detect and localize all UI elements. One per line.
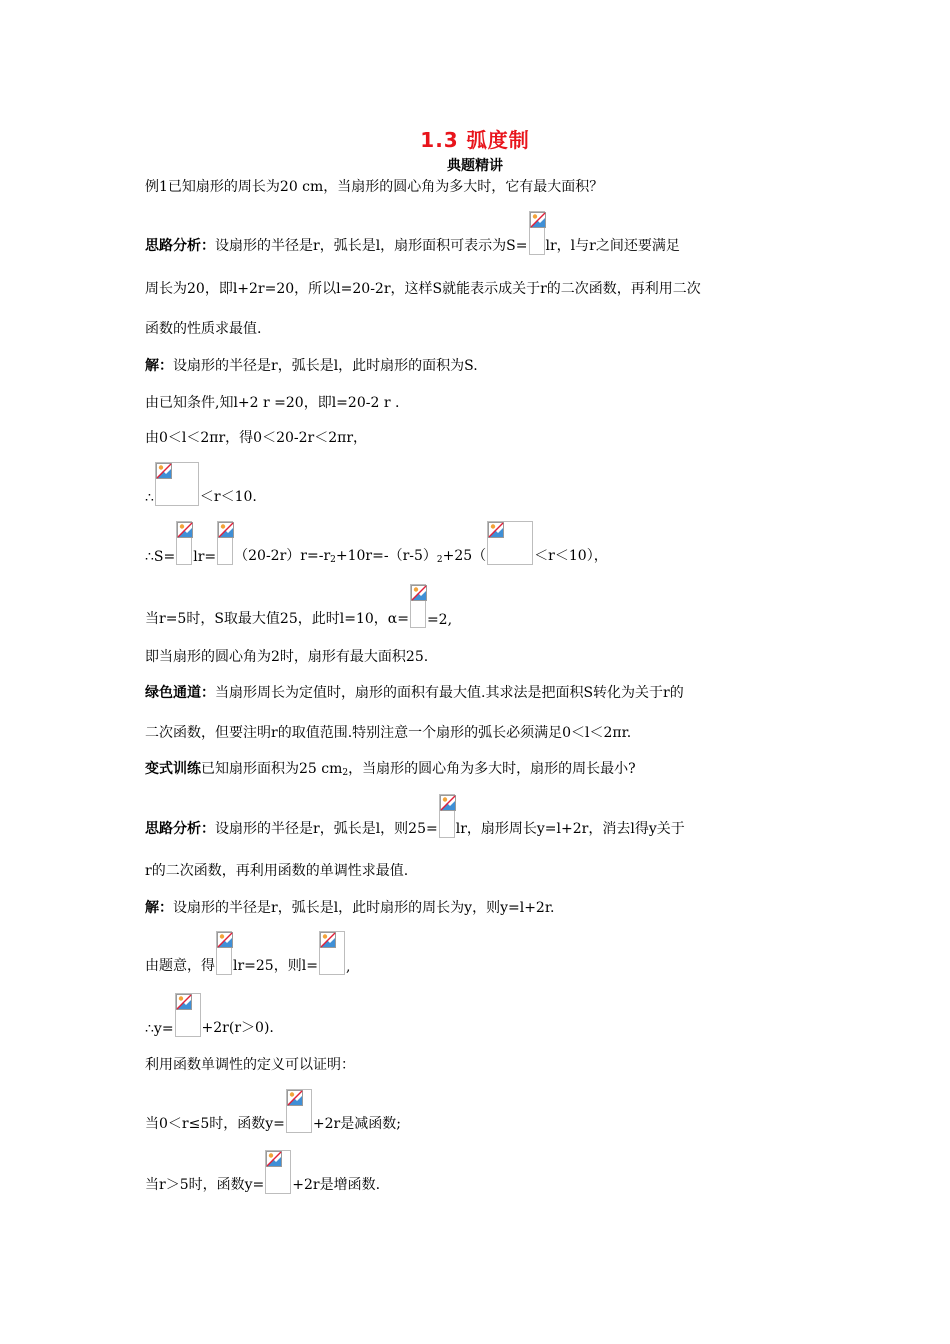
variant-solution-line-6: 当r＞5时，函数y= +2r是增函数. (145, 1150, 815, 1194)
broken-image-icon (439, 794, 455, 838)
solution-line-3: 由0＜l＜2πr，得0＜20-2r＜2πr， (145, 430, 368, 446)
broken-image-icon (217, 521, 233, 565)
broken-image-icon (265, 1150, 291, 1194)
broken-image-icon (155, 462, 199, 506)
solution-line-6: 当r=5时，S取最大值25，此时l=10，α= =2, (145, 584, 815, 628)
green-channel-line-1: 绿色通道： 当扇形周长为定值时，扇形的面积有最大值.其求法是把面积S转化为关于r的 (145, 685, 684, 701)
broken-image-icon (286, 1089, 312, 1133)
analysis-line-3: 函数的性质求最值. (145, 321, 262, 337)
variant-solution-line-2: 由题意，得 lr=25，则l= , (145, 931, 815, 975)
variant-solution-line-5: 当0＜r≤5时，函数y= +2r是减函数; (145, 1089, 815, 1133)
solution-line-2: 由已知条件,知l+2 r =20，即l=20-2 r . (145, 395, 400, 411)
broken-image-icon (319, 931, 345, 975)
solution-line-5: ∴S= lr= （20-2r）r=-r $_2$ +10r=-（r-5） $_2$ +25（ ＜r＜10）， (145, 521, 815, 565)
green-channel-line-2: 二次函数，但要注明r的取值范围.特别注意一个扇形的弧长必须满足0＜l＜2πr. (145, 725, 632, 741)
variant-analysis-line-2: r的二次函数，再利用函数的单调性求最值. (145, 863, 409, 879)
section-heading: 典题精讲 (447, 158, 503, 174)
example-question: 例1已知扇形的周长为20 cm，当扇形的圆心角为多大时，它有最大面积？ (145, 179, 604, 195)
broken-image-icon (216, 931, 232, 975)
broken-image-icon (175, 993, 201, 1037)
page-title: 1.3 弧度制 (420, 128, 530, 152)
broken-image-icon (529, 211, 545, 255)
variant-solution-line-1: 解： 设扇形的半径是r，弧长是l，此时扇形的周长为y，则y=l+2r. (145, 900, 555, 916)
variant-analysis-line-1: 思路分析： 设扇形的半径是r，弧长是l，则25= lr，扇形周长y=l+2r，消去l得y关于 (145, 794, 815, 838)
variant-solution-line-4: 利用函数单调性的定义可以证明： (145, 1057, 355, 1073)
analysis-line-2: 周长为20，即l+2r=20，所以l=20-2r，这样S就能表示成关于r的二次函数，再利用二次 (145, 281, 701, 297)
broken-image-icon (176, 521, 192, 565)
solution-line-7: 即当扇形的圆心角为2时，扇形有最大面积25. (145, 649, 429, 665)
solution-line-1: 解： 设扇形的半径是r，弧长是l，此时扇形的面积为S. (145, 358, 478, 374)
broken-image-icon (410, 584, 426, 628)
variant-solution-line-3: ∴y= +2r(r＞0). (145, 993, 815, 1037)
solution-line-4: ∴ ＜r＜10. (145, 462, 815, 506)
analysis-line-1: 思路分析： 设扇形的半径是r，弧长是l，扇形面积可表示为S= lr，l与r之间还要满足 (145, 211, 815, 255)
broken-image-icon (487, 521, 533, 565)
variant-question: 变式训练 已知扇形面积为25 cm $_2$ ，当扇形的圆心角为多大时，扇形的周长最小? (145, 761, 636, 778)
